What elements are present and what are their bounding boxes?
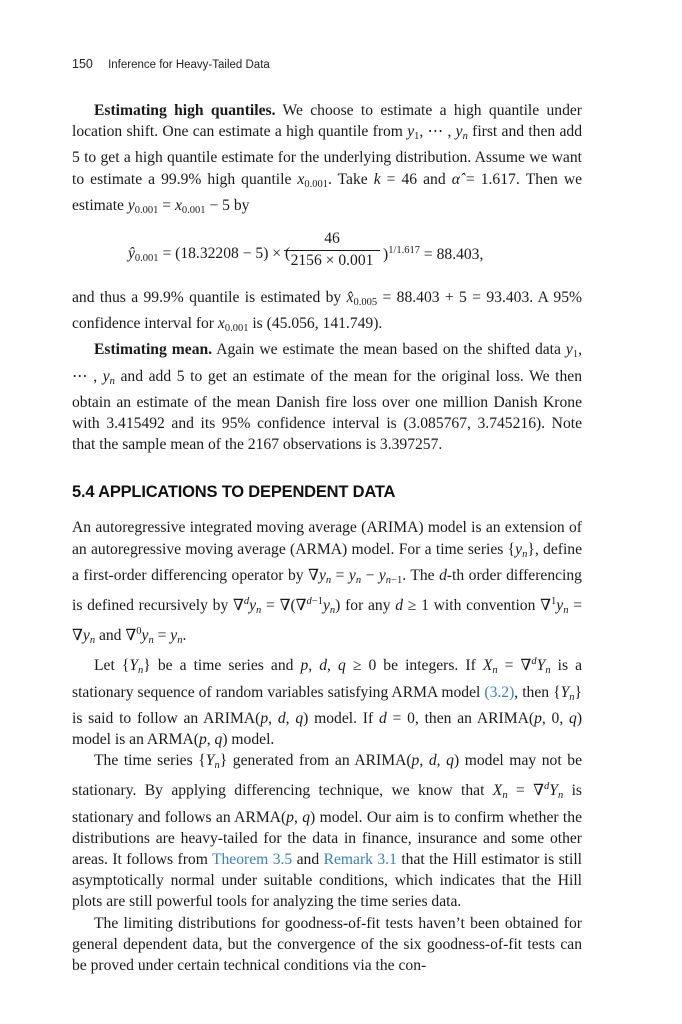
- run-in-heading: Estimating mean.: [94, 341, 213, 359]
- paragraph-arima-definition: Let {Yn} be a time series and p, d, q ≥ 0 be integers. If Xn = ∇$^d$Yn is a stationary sequence of random variables satisfying ARMA model (3.2), then {Yn} is said to follow an ARIMA(p, d, q) model. If d = 0, then an ARIMA(p, 0, q) model is an ARMA(p, q) model.: [72, 656, 583, 749]
- running-header: [72, 57, 270, 71]
- paragraph-arima-intro: An autoregressive integrated moving average (ARIMA) model is an extension of an autoregressive moving average (ARMA) model. For a time series {yn}, define a first-order differencing operator by ∇yn = yn − $yn_{-1}$. The d-th order differencing is defined recursively by ∇$^d$yn = ∇(∇$^{d-1}$yn) for any d ≥ 1 with convention ∇$^1$yn = ∇yn and ∇$^0$yn = yn.: [72, 519, 582, 647]
- remark-reference-link[interactable]: Remark 3.1: [323, 851, 397, 869]
- paragraph-estimating-mean: Estimating mean. Again we estimate the mean based on the shifted data $y_1$, ⋯ , yn and add 5 to get an estimate of the mean for the original loss. We then obtain an estimate of the mean Danish fire loss over one million Danish Krone with 3.415492 and its 95% confidence interval is (3.085767, 3.745216). Note that the sample mean of the 2167 observations is 3.397257.: [72, 341, 582, 454]
- section-heading: 5.4 APPLICATIONS TO DEPENDENT DATA: [72, 483, 396, 502]
- page-body: [72, 100, 582, 976]
- paragraph-goodness-of-fit: The limiting distributions for goodness-of-fit tests haven’t been obtained for general dependent data, but the convergence of the six goodness-of-fit tests can be proved under certain technical conditions via the con-: [72, 914, 582, 975]
- equation-fraction: 46 2156 × 0.001: [284, 229, 380, 271]
- paragraph-high-quantiles: Estimating high quantiles. We choose to estimate a high quantile under location shift. One can estimate a high quantile from $y_1$, ⋯ , yn first and then add 5 to get a high quantile estimate for the underlying distribution. Assume we want to estimate a 99.9% high quantile $x_{0.001}$. Take k = 46 and α̂ = 1.617. Then we estimate $y_{0.001} = x_{0.001} - 5$ by: [72, 102, 583, 216]
- theorem-reference-link[interactable]: Theorem 3.5: [211, 851, 293, 869]
- running-title: Inference for Heavy-Tailed Data: [108, 59, 270, 71]
- paragraph-quantile-result: and thus a 99.9% quantile is estimated by $x̂_{0.005} = 88.403 + 5 = 93.403$. A 95% confidence interval for $x_{0.001}$ is (45.056, 141.749).: [72, 289, 582, 335]
- run-in-heading: Estimating high quantiles.: [94, 102, 276, 119]
- paragraph-stationarity: The time series {Yn} generated from an ARIMA(p, d, q) model may not be stationary. By applying differencing technique, we know that Xn = ∇$^d$Yn is stationary and follows an ARMA(p, q) model. Our aim is to confirm whether the distributions are heavy-tailed for the data in finance, insurance and some other areas. It follows from Theorem 3.5 and Remark 3.1 that the Hill estimator is still asymptotically normal under suitable conditions, which indicates that the Hill plots are still powerful tools for analyzing the time series data.: [72, 752, 582, 911]
- equation-quantile: $ŷ_{0.001} = (18.32208 - 5)$ × ( 46 2156 × 0.001 )$^{1/1.617}$ = 88.403,: [128, 230, 484, 270]
- equation-reference-link[interactable]: (3.2): [484, 683, 515, 701]
- page-number: 150: [72, 57, 93, 71]
